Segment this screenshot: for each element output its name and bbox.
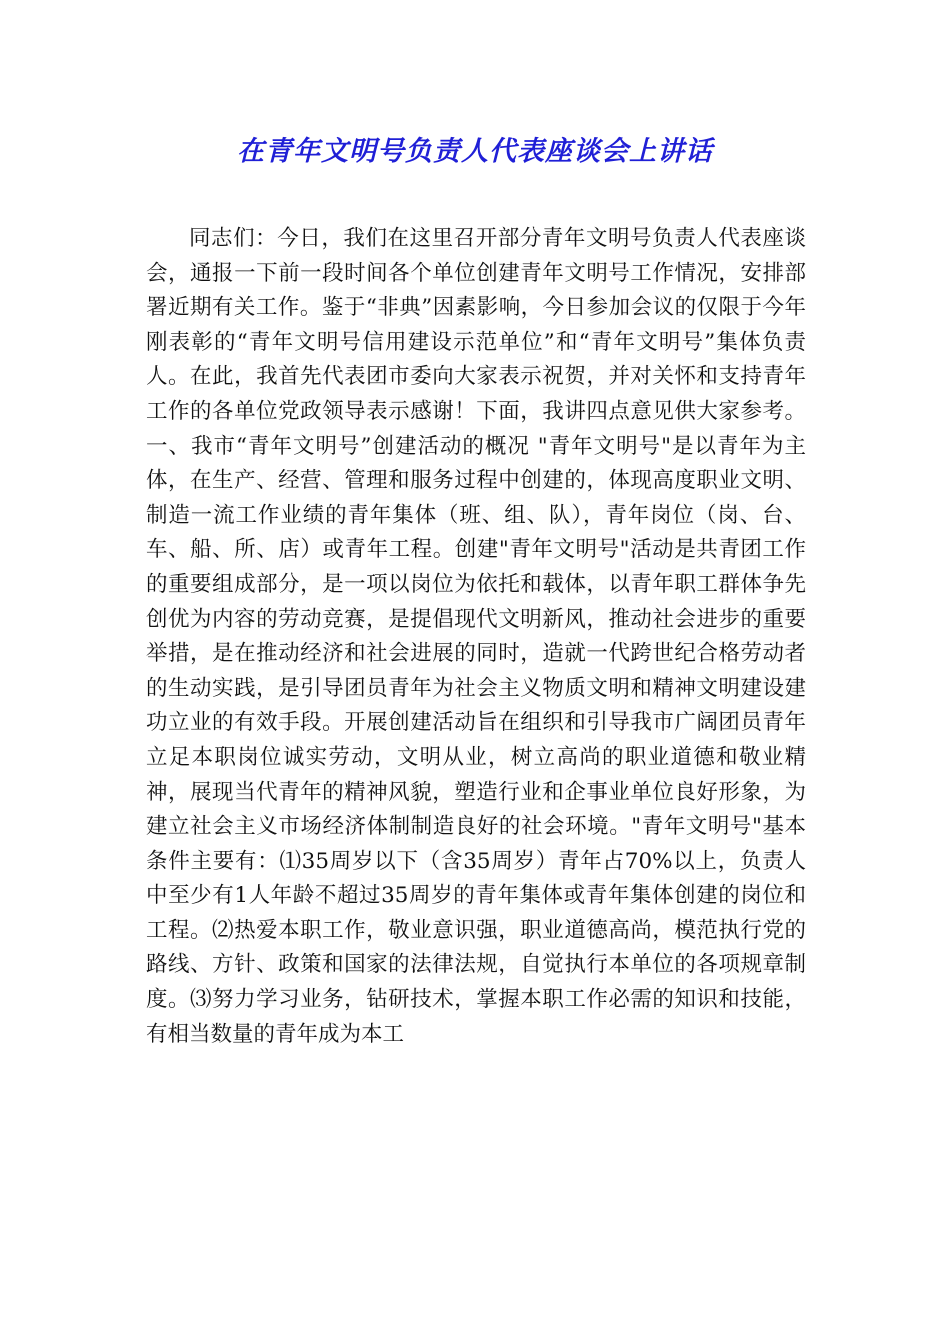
document-body-paragraph: 同志们：今日，我们在这里召开部分青年文明号负责人代表座谈会，通报一下前一段时间各个单位创建青年文明号工作情况，安排部署近期有关工作。鉴于“非典”因素影响，今日参加会议的仅限于今年刚表彰的“青年文明号信用建设示范单位”和“青年文明号”集体负责人。在此，我首先代表团市委向大家表示祝贺，并对关怀和支持青年工作的各单位党政领导表示感谢！下面，我讲四点意见供大家参考。一、我市“青年文明号”创建活动的概况 "青年文明号"是以青年为主体，在生产、经营、管理和服务过程中创建的，体现高度职业文明、制造一流工作业绩的青年集体（班、组、队），青年岗位（岗、台、车、船、所、店）或青年工程。创建"青年文明号"活动是共青团工作的重要组成部分，是一项以岗位为依托和载体，以青年职工群体争先创优为内容的劳动竞赛，是提倡现代文明新风，推动社会进步的重要举措，是在推动经济和社会进展的同时，造就一代跨世纪合格劳动者的生动实践，是引导团员青年为社会主义物质文明和精神文明建设建功立业的有效手段。开展创建活动旨在组织和引导我市广阔团员青年立足本职岗位诚实劳动，文明从业，树立高尚的职业道德和敬业精神，展现当代青年的精神风貌，塑造行业和企事业单位良好形象，为建立社会主义市场经济体制制造良好的社会环境。"青年文明号"基本条件主要有：⑴35周岁以下（含35周岁）青年占70%以上，负责人中至少有1人年龄不超过35周岁的青年集体或青年集体创建的岗位和工程。⑵热爱本职工作，敬业意识强，职业道德高尚，模范执行党的路线、方针、政策和国家的法律法规，自觉执行本单位的各项规章制度。⑶努力学习业务，钻研技术，掌握本职工作必需的知识和技能，有相当数量的青年成为本工 xyxy=(146,226,806,1047)
document-title: 在青年文明号负责人代表座谈会上讲话 xyxy=(237,136,713,167)
